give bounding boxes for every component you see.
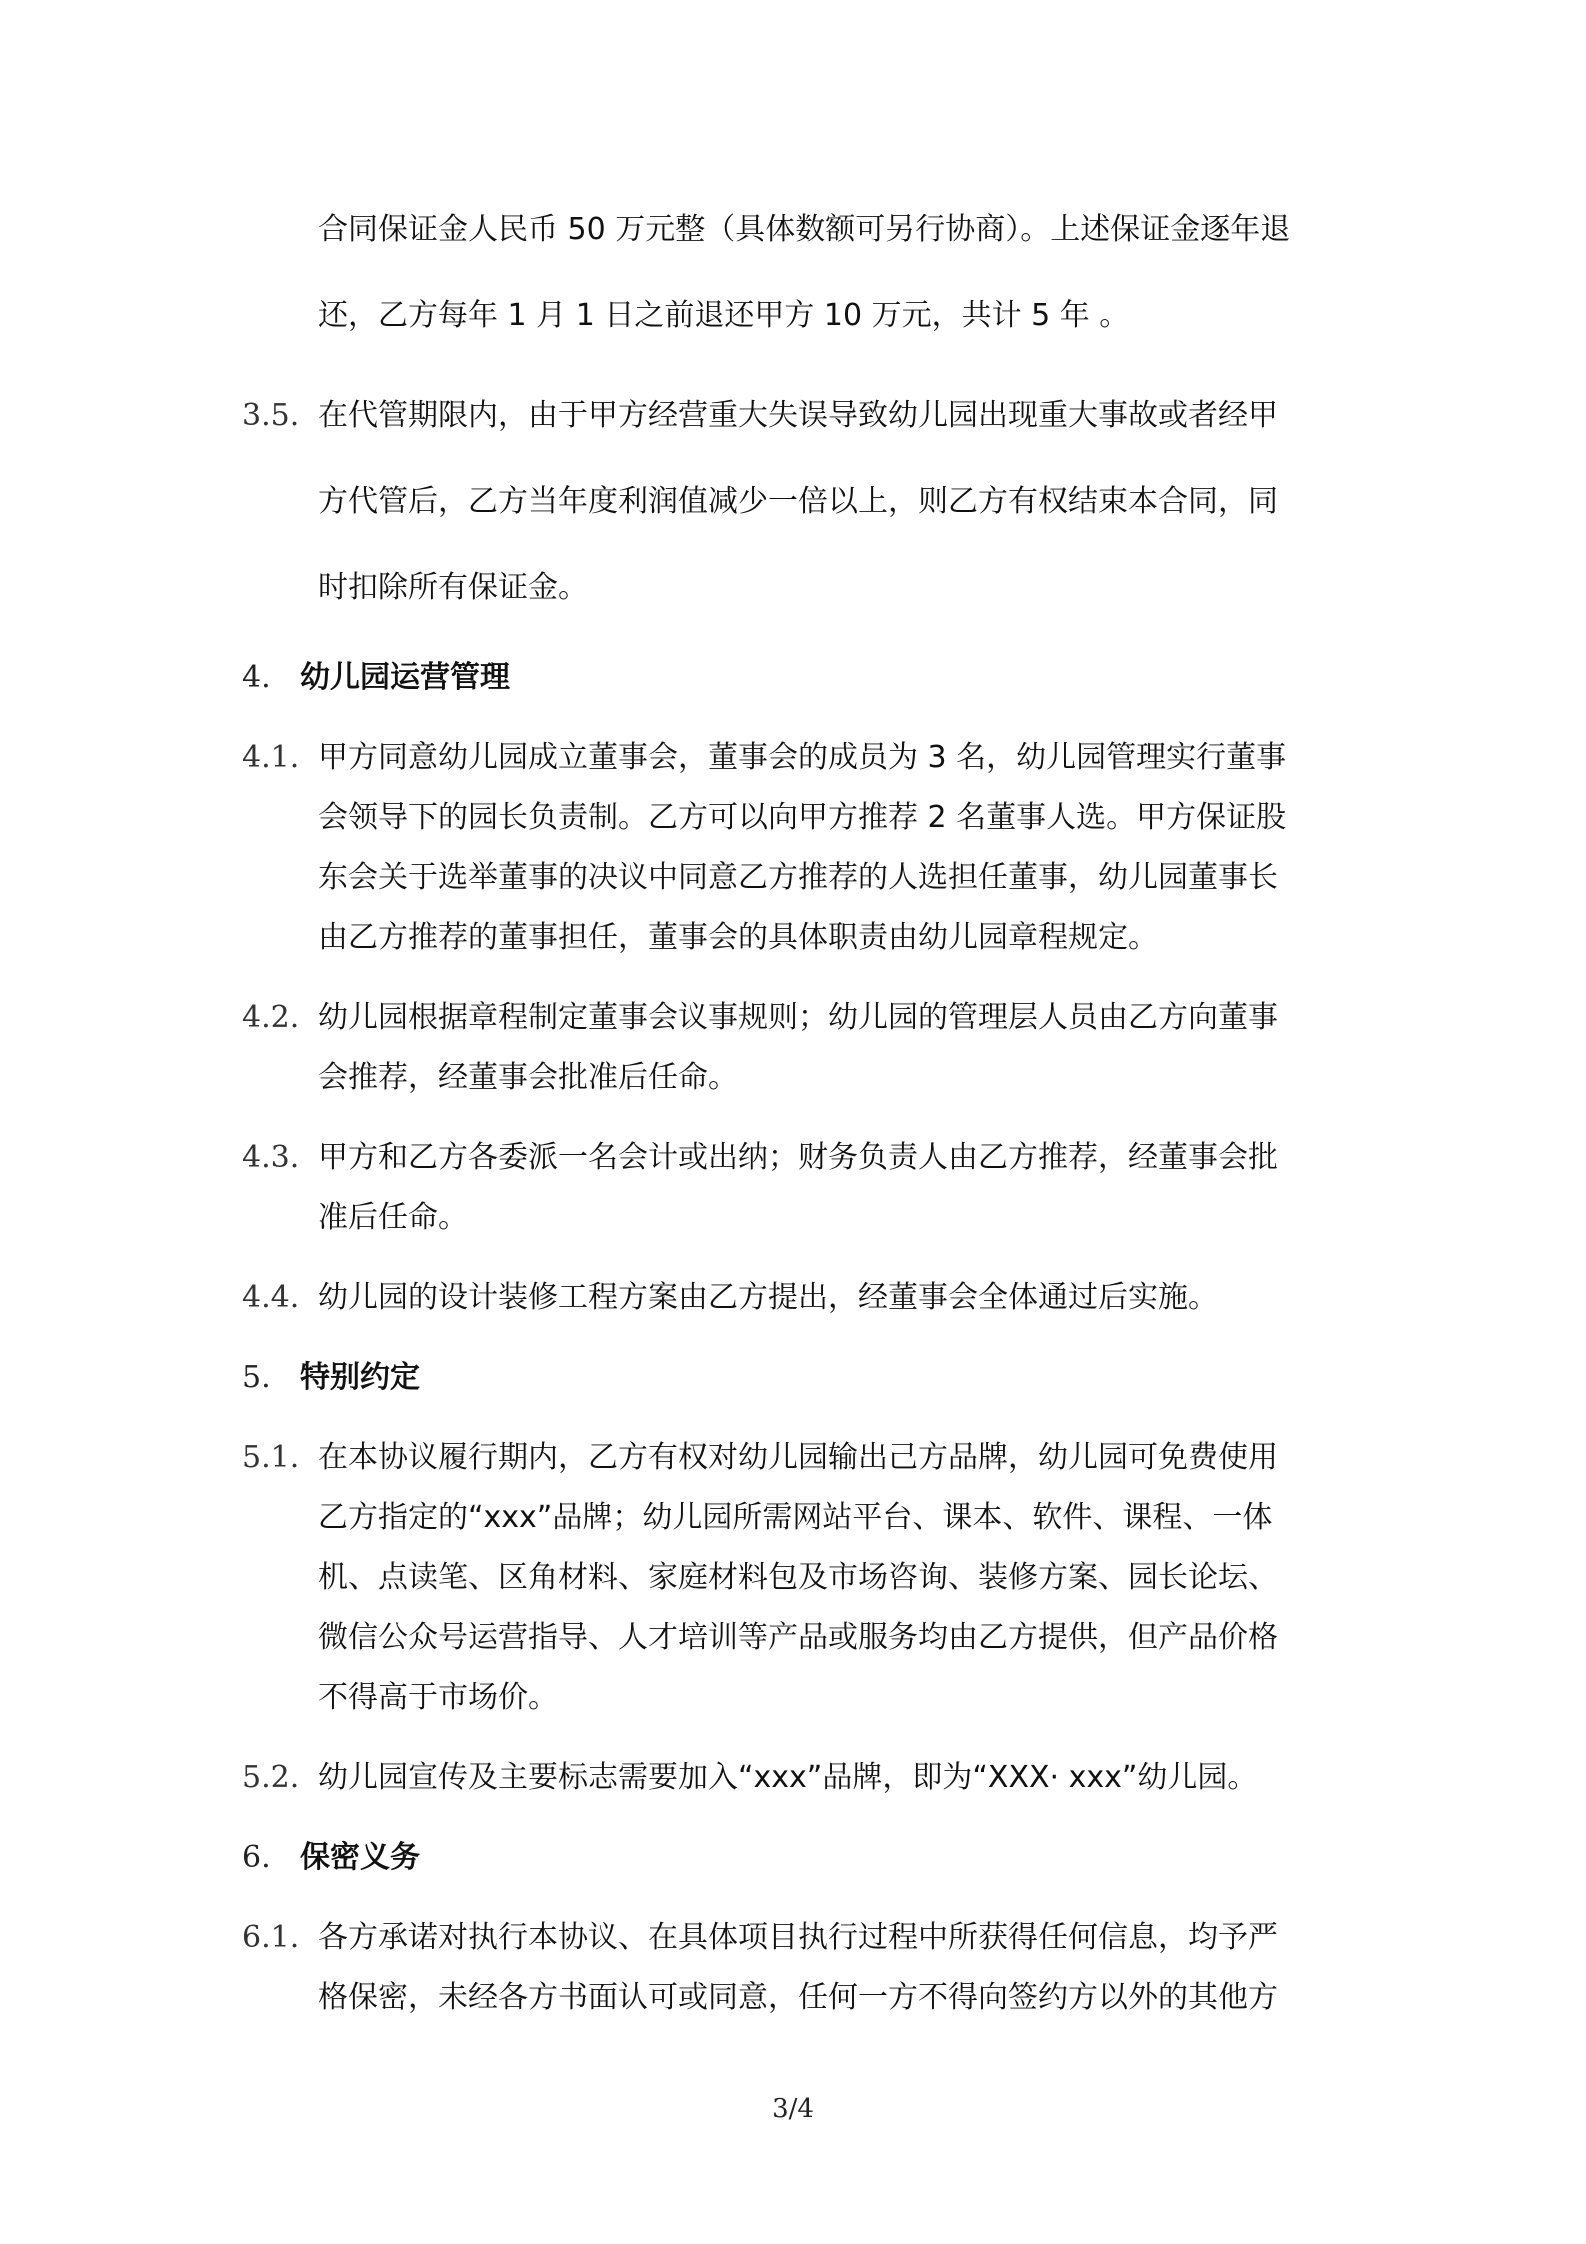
section-number: 6. xyxy=(242,1840,271,1875)
section-number: 4. xyxy=(242,660,271,695)
clause-line: 乙方指定的“xxx”品牌；幼儿园所需网站平台、课本、软件、课程、一体 xyxy=(318,1500,1273,1535)
clause-line: 幼儿园的设计装修工程方案由乙方提出，经董事会全体通过后实施。 xyxy=(318,1280,1218,1315)
clause-line: 会推荐，经董事会批准后任命。 xyxy=(318,1060,738,1095)
clause-line: 由乙方推荐的董事担任，董事会的具体职责由幼儿园章程规定。 xyxy=(318,920,1158,955)
clause-line: 方代管后，乙方当年度利润值减少一倍以上，则乙方有权结束本合同，同 xyxy=(318,484,1278,519)
clause-number: 5.1. xyxy=(242,1440,300,1475)
clause-number: 4.2. xyxy=(242,1000,300,1035)
continuation-line-2: 还，乙方每年 1 月 1 日之前退还甲方 10 万元，共计 5 年 。 xyxy=(318,298,1130,333)
clause-line: 在代管期限内，由于甲方经营重大失误导致幼儿园出现重大事故或者经甲 xyxy=(318,398,1278,433)
clause-number: 4.4. xyxy=(242,1280,300,1315)
clause-line: 各方承诺对执行本协议、在具体项目执行过程中所获得任何信息，均予严 xyxy=(318,1920,1278,1955)
clause-line: 甲方和乙方各委派一名会计或出纳；财务负责人由乙方推荐，经董事会批 xyxy=(318,1140,1278,1175)
continuation-line-1: 合同保证金人民币 50 万元整（具体数额可另行协商）。上述保证金逐年退 xyxy=(318,212,1291,247)
clause-line: 幼儿园宣传及主要标志需要加入“xxx”品牌，即为“XXX· xxx”幼儿园。 xyxy=(318,1760,1258,1795)
clause-line: 东会关于选举董事的决议中同意乙方推荐的人选担任董事，幼儿园董事长 xyxy=(318,860,1278,895)
clause-line: 时扣除所有保证金。 xyxy=(318,570,588,605)
clause-number: 6.1. xyxy=(242,1920,300,1955)
clause-number: 4.1. xyxy=(242,740,300,775)
clause-number: 3.5. xyxy=(242,398,300,433)
section-title: 保密义务 xyxy=(300,1840,420,1875)
clause-line: 微信公众号运营指导、人才培训等产品或服务均由乙方提供，但产品价格 xyxy=(318,1620,1278,1655)
clause-line: 甲方同意幼儿园成立董事会，董事会的成员为 3 名，幼儿园管理实行董事 xyxy=(318,740,1287,775)
clause-line: 幼儿园根据章程制定董事会议事规则；幼儿园的管理层人员由乙方向董事 xyxy=(318,1000,1278,1035)
section-title: 特别约定 xyxy=(300,1360,420,1395)
clause-line: 格保密，未经各方书面认可或同意，任何一方不得向签约方以外的其他方 xyxy=(318,1980,1278,2015)
clause-line: 在本协议履行期内，乙方有权对幼儿园输出己方品牌，幼儿园可免费使用 xyxy=(318,1440,1278,1475)
section-title: 幼儿园运营管理 xyxy=(300,660,510,695)
page-number: 3/4 xyxy=(772,2094,814,2124)
clause-number: 4.3. xyxy=(242,1140,300,1175)
section-number: 5. xyxy=(242,1360,271,1395)
clause-number: 5.2. xyxy=(242,1760,300,1795)
clause-line: 机、点读笔、区角材料、家庭材料包及市场咨询、装修方案、园长论坛、 xyxy=(318,1560,1278,1595)
clause-line: 不得高于市场价。 xyxy=(318,1680,558,1715)
clause-line: 会领导下的园长负责制。乙方可以向甲方推荐 2 名董事人选。甲方保证股 xyxy=(318,800,1287,835)
clause-line: 准后任命。 xyxy=(318,1200,468,1235)
